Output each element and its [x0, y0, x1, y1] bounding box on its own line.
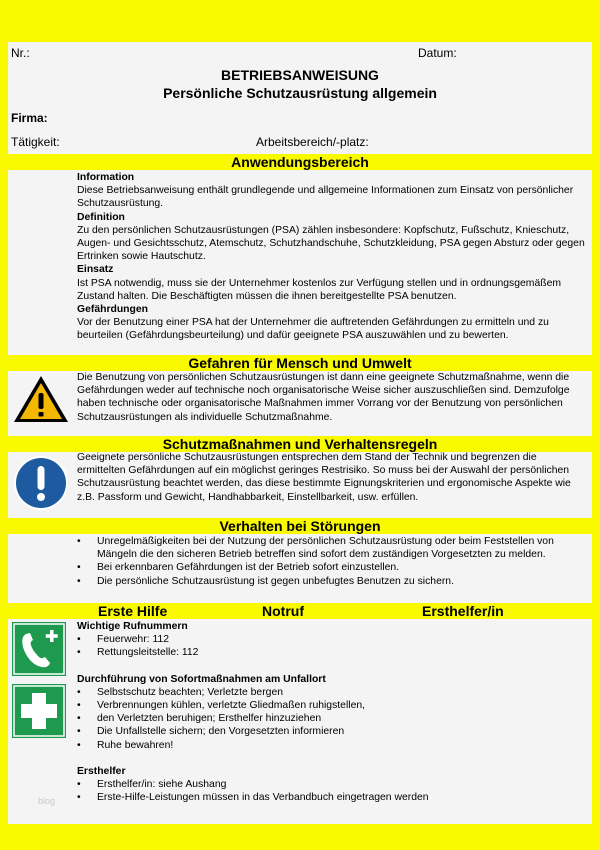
- sofort-item-3: • den Verletzten beruhigen; Ersthelfer hinzuziehen: [77, 712, 585, 725]
- sofort-item-4: • Die Unfallstelle sichern; den Vorgesetzten informieren: [77, 725, 585, 738]
- sofort-item-1: • Selbstschutz beachten; Verletzte bergen: [77, 686, 585, 699]
- gefaehrdungen-heading: Gefährdungen: [77, 304, 149, 316]
- anwendungsbereich-content: [77, 171, 585, 343]
- rufnummern-list: [77, 633, 585, 659]
- header-row-nr: [8, 46, 592, 62]
- section-header-stoerungen: Verhalten bei Störungen: [8, 518, 592, 534]
- stoerungen-item-2: • Bei erkennbaren Gefährdungen ist der Betrieb sofort einzustellen.: [77, 561, 585, 574]
- section-header-erste-hilfe: [8, 603, 592, 619]
- warning-triangle-icon: [12, 374, 70, 424]
- information-text: Diese Betriebsanweisung enthält grundlegende und allgemeine Informationen zum Einsatz von persönlicher Schutzausrüstung.: [77, 185, 574, 210]
- section-header-anwendungsbereich: Anwendungsbereich: [8, 154, 592, 170]
- section-header-schutzmassnahmen: Schutzmaßnahmen und Verhaltensregeln: [8, 436, 592, 452]
- gefahren-text: Die Benutzung von persönlichen Schutzausrüstungen ist dann eine geeignete Schutzmaßnahme, wenn die Gefährdungen weder auf technische noch organisatorische Weise sicher auszuschließen sind. Demzufolge haben technische oder organisatorische Maßnahmen immer Vorrang vor der Benutzung von persönlichen Schutzausrüstungen als individuelle Schutzmaßnahme.: [77, 372, 570, 423]
- einsatz-heading: Einsatz: [77, 264, 114, 276]
- ersthelfer-column-label: Ersthelfer/in: [422, 603, 504, 619]
- rufnummern-heading: Wichtige Rufnummern: [77, 621, 188, 632]
- rufnummer-feuerwehr: • Feuerwehr: 112: [77, 633, 585, 646]
- erste-hilfe-label: Erste Hilfe: [98, 603, 168, 619]
- ersthelfer-heading: Ersthelfer: [77, 765, 126, 777]
- nr-label: Nr.:: [11, 46, 30, 60]
- page-subtitle: Persönliche Schutzausrüstung allgemein: [163, 85, 437, 101]
- einsatz-text: Ist PSA notwendig, muss sie der Unternehmer kostenlos zur Verfügung stellen und in ordnungsgemäßem Zustand halten. Die Beschäftigten müssen die ihnen bereitgestellte PSA benutzen.: [77, 277, 562, 302]
- mandatory-sign-icon: [13, 455, 69, 511]
- stoerungen-list: [77, 535, 585, 588]
- section-header-gefahren: Gefahren für Mensch und Umwelt: [8, 355, 592, 371]
- sofort-item-2: • Verbrennungen kühlen, verletzte Gliedmaßen ruhigstellen,: [77, 699, 585, 712]
- stoerungen-item-3: • Die persönliche Schutzausrüstung ist gegen unbefugtes Benutzen zu sichern.: [77, 575, 585, 588]
- definition-text: Zu den persönlichen Schutzausrüstungen (PSA) zählen insbesondere: Kopfschutz, Fußschutz, Knieschutz, Augen- und Gesichtsschutz, Atemschutz, Schutzhandschuhe, Schutzkleidung, PSA gegen Absturz oder gegen Ertrinken sowie Hautschutz.: [77, 224, 585, 263]
- instruction-sheet: [8, 42, 592, 824]
- gefaehrdungen-text: Vor der Benutzung einer PSA hat der Unternehmer die auftretenden Gefährdungen zu ermitteln und zu beurteilen (Gefährdungsbeurteilung) und dafür geeignete PSA auszuwählen und zu bewerten.: [77, 317, 549, 342]
- sofortmassnahmen-list: [77, 686, 585, 752]
- definition-heading: Definition: [77, 211, 125, 223]
- notruf-label: Notruf: [262, 603, 304, 619]
- schutzmassnahmen-text: Geeignete persönliche Schutzausrüstungen entsprechen dem Stand der Technik und begrenzen die ermittelten Gefährdungen auf ein möglichst geringes Restrisiko. So muss bei der Auswahl der persönlichen Schutzausrüstung beachtet werden, das diese bestimmte Eignungskriterien und ergonomische Aspekte wie z.B. Passform und Gewicht, Handhabbarkeit, Einstellbarkeit, usw. erfüllen.: [77, 452, 571, 503]
- sofortmassnahmen-heading: Durchführung von Sofortmaßnahmen am Unfallort: [77, 673, 326, 685]
- page-title: BETRIEBSANWEISUNG: [221, 67, 379, 83]
- arbeitsbereich-label: Arbeitsbereich/-platz:: [256, 135, 369, 149]
- watermark: blog: [38, 796, 56, 806]
- rufnummer-rettungsleitstelle: • Rettungsleitstelle: 112: [77, 646, 585, 659]
- ersthelfer-list: [77, 778, 585, 804]
- erste-hilfe-content: [77, 620, 585, 804]
- stoerungen-item-1: • Unregelmäßigkeiten bei der Nutzung der persönlichen Schutzausrüstung oder beim Feststellen von Mängeln die den sicheren Betrieb betreffen sind sofort dem zuständigen Vorgesetzten zu melden.: [77, 535, 585, 561]
- ersthelfer-item-2: • Erste-Hilfe-Leistungen müssen in das Verbandbuch eingetragen werden: [77, 791, 585, 804]
- sofort-item-5: • Ruhe bewahren!: [77, 739, 585, 752]
- taetigkeit-label: Tätigkeit:: [11, 135, 60, 149]
- ersthelfer-item-1: • Ersthelfer/in: siehe Aushang: [77, 778, 585, 791]
- first-aid-cross-icon: [12, 684, 66, 738]
- stoerungen-content: [77, 535, 585, 588]
- information-heading: Information: [77, 172, 135, 183]
- emergency-phone-icon: [12, 622, 66, 676]
- firma-label: Firma:: [11, 111, 48, 125]
- datum-label: Datum:: [418, 46, 457, 60]
